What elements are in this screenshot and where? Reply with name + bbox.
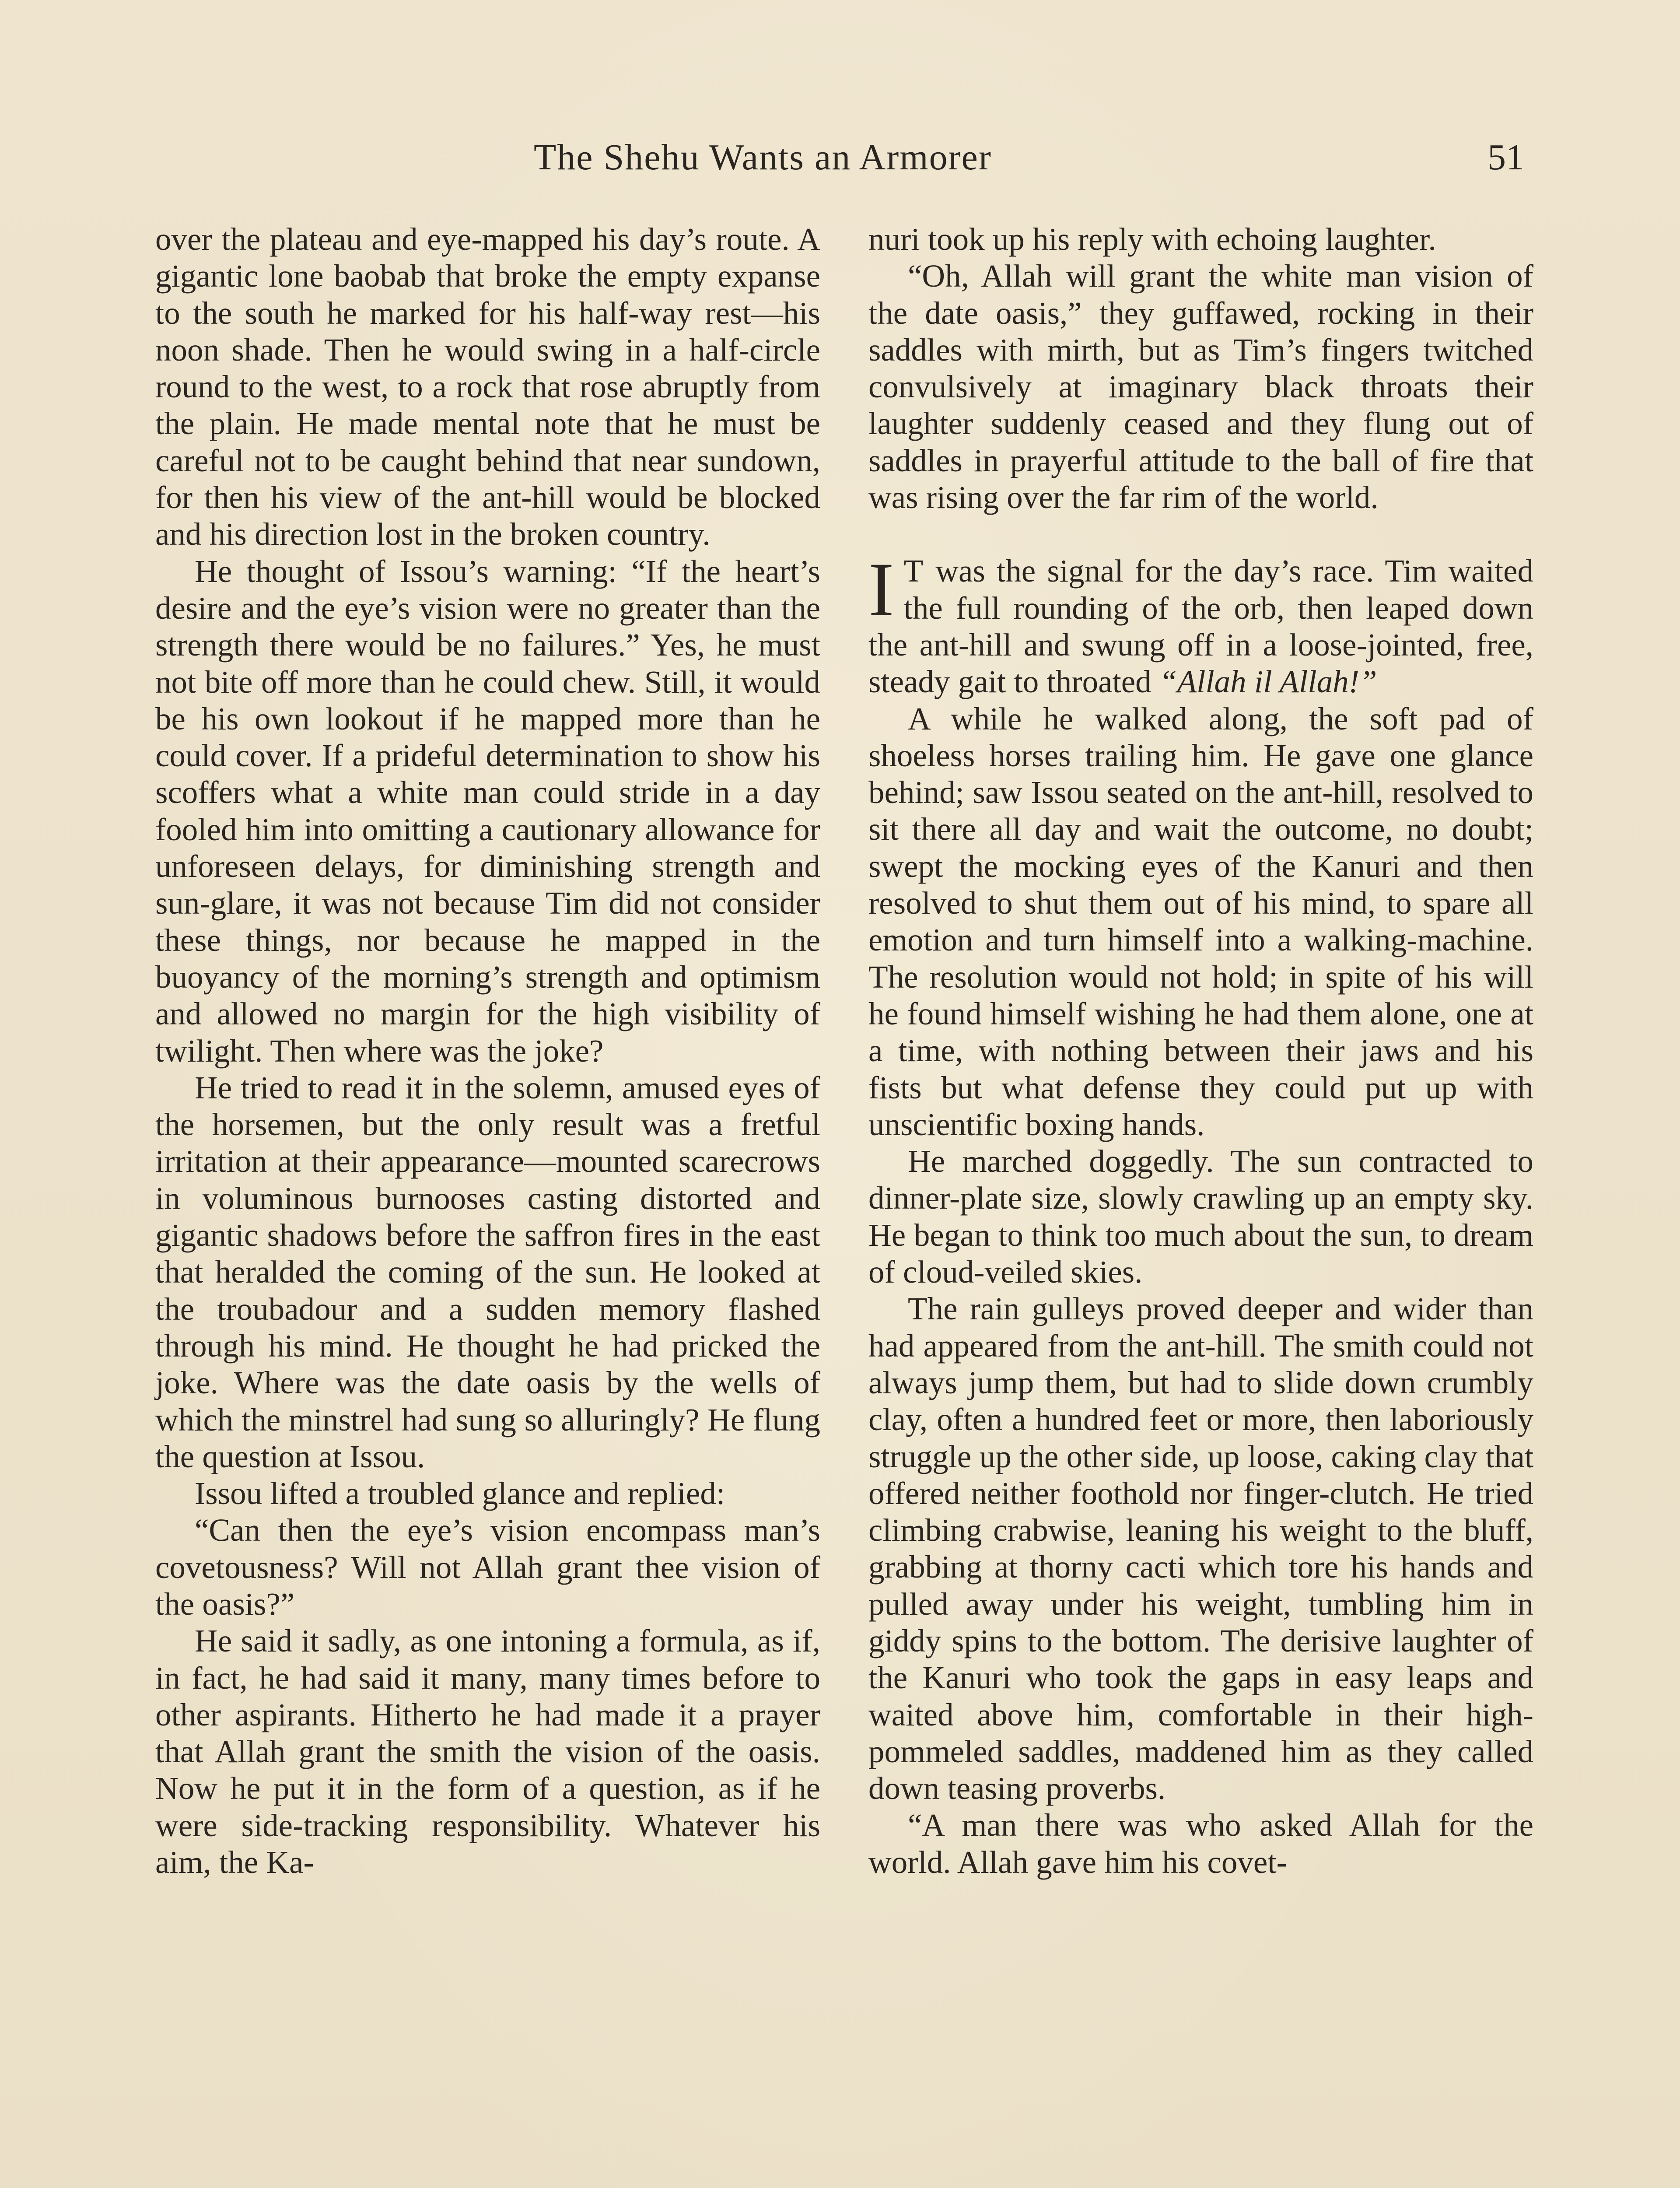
paragraph: He thought of Issou’s warning: “If the heart’s desire and the eye’s vision were no greater than the strength there would be no failures.” Yes, he must not bite off more than he could chew. Still, it would be his own lookout if he mapped more than he could cover. If a prideful determination to show his scoffers what a white man could stride in a day fooled him into omitting a cautionary allowance for unforeseen delays, for diminishing strength and sun-glare, it was not because Tim did not consider these things, nor because he mapped in the buoyancy of the morning’s strength and optimism and allowed no margin for the high visibility of twilight. Then where was the joke? <box>155 553 820 1069</box>
paragraph: He tried to read it in the solemn, amused eyes of the horsemen, but the only result was a fretful irritation at their appearance—mounted scarecrows in voluminous burnooses casting distorted and gigantic shadows before the saffron fires in the east that heralded the coming of the sun. He looked at the troubadour and a sudden memory flashed through his mind. He thought he had pricked the joke. Where was the date oasis by the wells of which the minstrel had sung so alluringly? He flung the question at Issou. <box>155 1069 820 1474</box>
paragraph: nuri took up his reply with echoing laughter. <box>868 221 1436 257</box>
paragraph: A while he walked along, the soft pad of shoeless horses trailing him. He gave one glance behind; saw Issou seated on the ant-hill, resolved to sit there all day and wait the outcome, no doubt; swept the mocking eyes of the Kanuri and then resolved to shut them out of his mind, to spare all emotion and turn himself into a walking-machine. The resolution would not hold; in spite of his will he found himself wishing he had them alone, one at a time, with nothing between their jaws and his fists but what defense they could put up with unscientific boxing hands. <box>868 701 1533 1142</box>
page-header <box>0 127 1680 188</box>
paragraph: “A man there was who asked Allah for the world. Allah gave him his covet- <box>868 1807 1533 1880</box>
italic-phrase: “Allah il Allah!” <box>1159 664 1377 700</box>
drop-cap: I <box>868 547 894 633</box>
paragraph-text: was the signal for the day’s race. Tim waited the full rounding of the orb, then leaped down the ant-hill and swung off in a loose-jointed, free, steady gait to throated <box>868 553 1533 700</box>
right-column <box>868 221 1533 1881</box>
paragraph: “Oh, Allah will grant the white man vision of the date oasis,” they guffawed, rocking in their saddles with mirth, but as Tim’s fingers twitched convulsively at imaginary black throats their laughter suddenly ceased and they flung out of saddles in prayerful attitude to the ball of fire that was rising over the far rim of the world. <box>868 258 1533 515</box>
paragraph: “Can then the eye’s vision encompass man’s covetousness? Will not Allah grant thee vision of the oasis?” <box>155 1512 820 1622</box>
paragraph: The rain gulleys proved deeper and wider than had appeared from the ant-hill. The smith could not always jump them, but had to slide down crumbly clay, often a hundred feet or more, then laboriously struggle up the other side, up loose, caking clay that offered neither foothold nor finger-clutch. He tried climbing crabwise, leaning his weight to the bluff, grabbing at thorny cacti which tore his hands and pulled away under his weight, tumbling him in giddy spins to the bottom. The derisive laughter of the Kanuri who took the gaps in easy leaps and waited above him, comfortable in their high-pommeled saddles, maddened him as they called down teasing proverbs. <box>868 1291 1533 1806</box>
running-head: The Shehu Wants an Armorer <box>534 137 992 178</box>
paragraph: He said it sadly, as one intoning a formula, as if, in fact, he had said it many, many times before to other aspirants. Hitherto he had made it a prayer that Allah grant the smith the vision of the oasis. Now he put it in the form of a question, as if he were side-tracking responsibility. Whatever his aim, the Ka- <box>155 1623 820 1880</box>
paragraph: He marched doggedly. The sun contracted to dinner-plate size, slowly crawling up an empty sky. He began to think too much about the sun, to dream of cloud-veiled skies. <box>868 1143 1533 1290</box>
paragraph: Issou lifted a troubled glance and replied: <box>195 1476 725 1511</box>
paragraph: over the plateau and eye-mapped his day’s route. A gigantic lone baobab that broke the empty expanse to the south he marked for his half-way rest—his noon shade. Then he would swing in a half-circle round to the west, to a rock that rose abruptly from the plain. He made mental note that he must be careful not to be caught behind that near sundown, for then his view of the ant-hill would be blocked and his direction lost in the broken country. <box>155 221 820 552</box>
small-cap: T <box>903 553 924 589</box>
left-column <box>155 221 820 1881</box>
section-opening-paragraph <box>868 547 1533 700</box>
page-number: 51 <box>1488 137 1524 178</box>
